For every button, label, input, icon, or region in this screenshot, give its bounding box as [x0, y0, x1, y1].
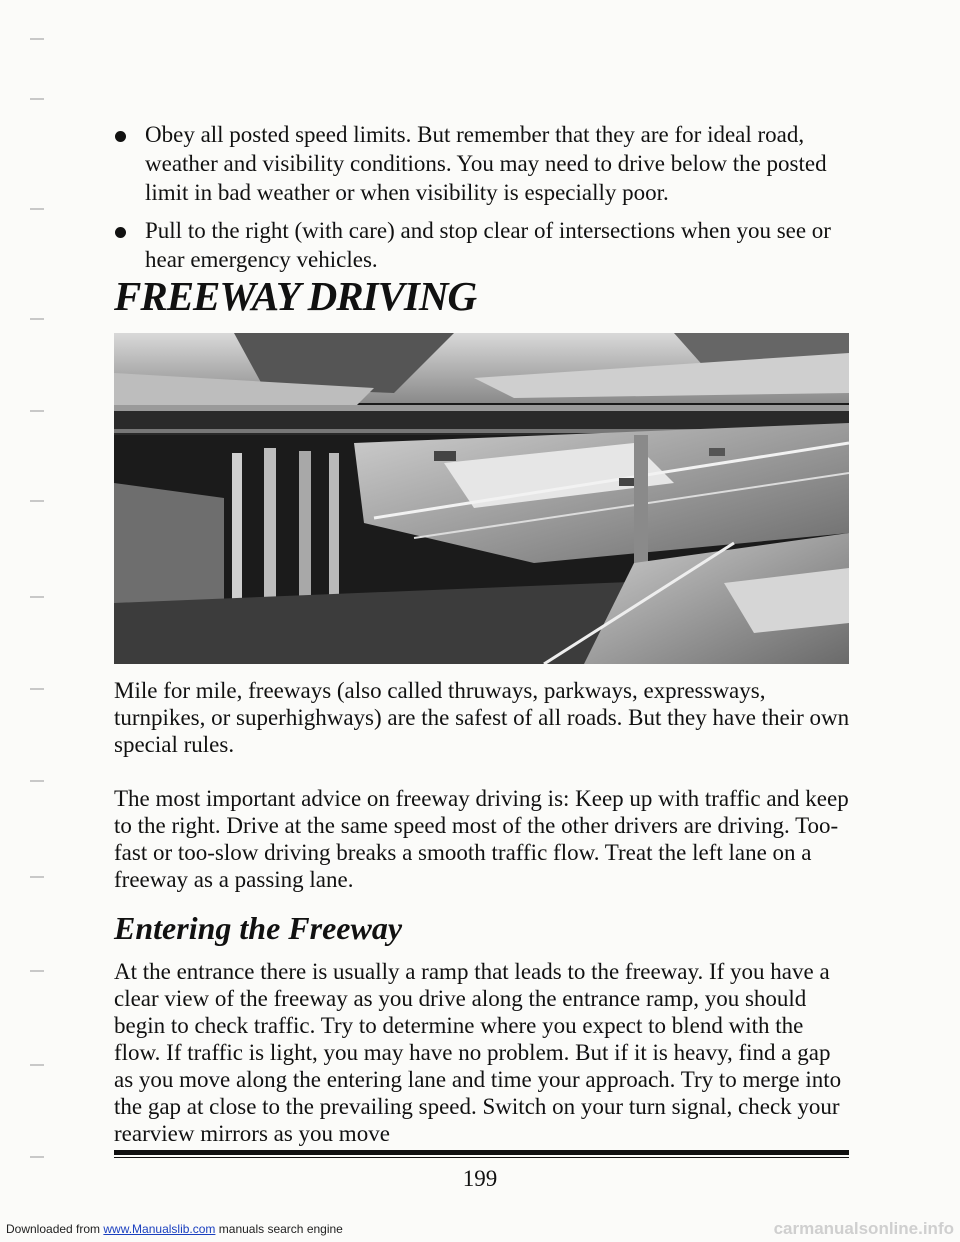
- footer-link[interactable]: www.Manualslib.com: [103, 1222, 216, 1236]
- margin-mark: [30, 780, 44, 782]
- margin-mark: [30, 1156, 44, 1158]
- footer-rule: [114, 1150, 849, 1155]
- bullet-text: Pull to the right (with care) and stop clear of intersections when you see or hear emergency vehicles.: [145, 218, 831, 272]
- paragraph: The most important advice on freeway driving is: Keep up with traffic and keep to the right. Drive at the same speed most of the other drivers are driving. Too-fast or too-slow driving breaks a smooth traffic flow. Treat the left lane on a freeway as a passing lane.: [114, 786, 849, 892]
- margin-mark: [30, 208, 44, 210]
- paragraph: Mile for mile, freeways (also called thruways, parkways, expressways, turnpikes, or superhighways) are the safest of all roads. But they have their own special rules.: [114, 678, 850, 757]
- freeway-photo: [114, 333, 849, 664]
- margin-mark: [30, 98, 44, 100]
- subsection-title: Entering the Freeway: [114, 910, 403, 946]
- margin-mark: [30, 970, 44, 972]
- margin-mark: [30, 500, 44, 502]
- footer-suffix: manuals search engine: [215, 1222, 343, 1236]
- margin-mark: [30, 1064, 44, 1066]
- download-footer: [6, 1222, 343, 1236]
- section-title: FREEWAY DRIVING: [114, 273, 477, 319]
- bullet-item: [115, 216, 875, 274]
- bullet-icon: [115, 227, 126, 238]
- bullet-item: [115, 120, 875, 207]
- page-number: 199: [462, 1166, 498, 1191]
- bullet-list: [115, 120, 875, 283]
- paragraph: At the entrance there is usually a ramp that leads to the freeway. If you have a clear view of the freeway as you drive along the entrance ramp, you should begin to check traffic. Try to determine where you expect to blend with the flow. If traffic is light, you may have no problem. But if it is heavy, find a gap as you move along the entering lane and time your approach. Try to merge into the gap at close to the prevailing speed. Switch on your turn signal, check your rearview mirrors as you move: [114, 959, 842, 1146]
- margin-mark: [30, 38, 44, 40]
- bullet-text: Obey all posted speed limits. But remember that they are for ideal road, weather and visibility conditions. You may need to drive below the posted limit in bad weather or when visibility is especially poor.: [145, 122, 827, 205]
- footer-prefix: Downloaded from: [6, 1222, 104, 1236]
- bullet-icon: [115, 131, 126, 142]
- margin-mark: [30, 688, 44, 690]
- margin-mark: [30, 596, 44, 598]
- watermark: carmanualsonline.info: [773, 1219, 954, 1238]
- margin-mark: [30, 318, 44, 320]
- margin-mark: [30, 410, 44, 412]
- margin-mark: [30, 876, 44, 878]
- footer-rule-thin: [114, 1157, 849, 1158]
